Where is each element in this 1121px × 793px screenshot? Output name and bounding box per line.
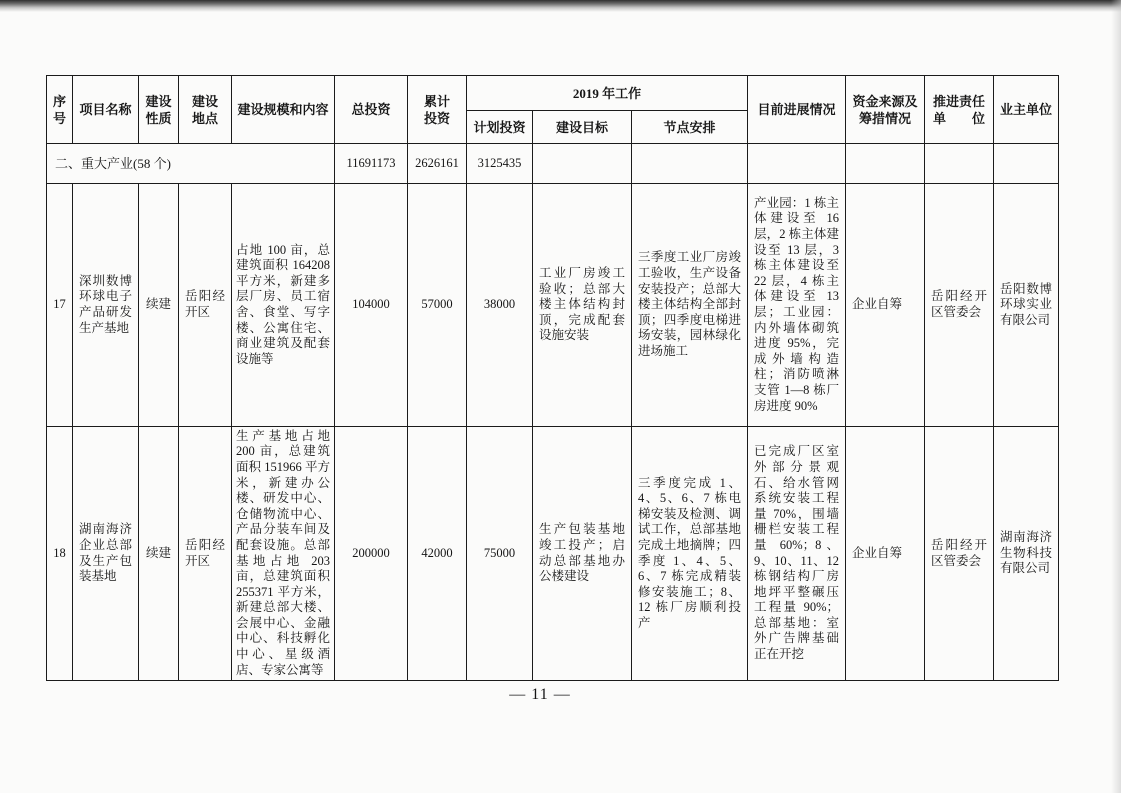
header-nature: 建设 性质 [139, 76, 179, 144]
project-17-owner: 岳阳数博环球实业有限公司 [994, 184, 1059, 427]
project-17-progress: 产业园：1 栋主体建设至 16 层，2 栋主体建设至 13 层，3 栋主体建设至 22 层，4 栋主体建设至 13 层；工业园：内外墙体砌筑进度 95%，完成外墙构造柱；消防喷淋支管 1—8 栋厂房进度 90% [748, 184, 846, 427]
project-table [46, 75, 1059, 681]
project-17-seq: 17 [47, 184, 73, 427]
project-18-schedule: 三季度完成 1、4、5、6、7 栋电梯安装及检测、调试工作，总部基地完成土地摘牌；四季度 1、4、5、6、7 栋完成精装修安装施工；8、12 栋厂房顺利投产 [632, 427, 748, 681]
project-18-owner: 湖南海济生物科技有限公司 [994, 427, 1059, 681]
project-17-total-investment: 104000 [335, 184, 408, 427]
header-scale: 建设规模和内容 [232, 76, 335, 144]
project-17-responsible: 岳阳经开区管委会 [925, 184, 994, 427]
project-17-name: 深圳数博环球电子产品研发生产基地 [73, 184, 139, 427]
project-17-target: 工业厂房竣工验收；总部大楼主体结构封顶，完成配套设施安装 [533, 184, 632, 427]
table-row [47, 427, 1059, 681]
header-target: 建设目标 [533, 111, 632, 144]
section-empty-funding [846, 144, 925, 184]
project-17-planned-investment: 38000 [467, 184, 533, 427]
section-total-investment: 11691173 [335, 144, 408, 184]
page-number: — 11 — [509, 686, 571, 703]
project-17-funding: 企业自筹 [846, 184, 925, 427]
section-empty-progress [748, 144, 846, 184]
header-work-2019: 2019 年工作 [467, 76, 748, 111]
project-18-planned-investment: 75000 [467, 427, 533, 681]
section-planned-investment: 3125435 [467, 144, 533, 184]
project-18-scale: 生产基地占地 200 亩，总建筑面积 151966 平方米，新建办公楼、研发中心、仓储物流中心、产品分装车间及配套设施。总部基地占地 203 亩，总建筑面积 255371 平方米，新建总部大楼、会展中心、金融中心、科技孵化中心、星级酒店、专家公寓等 [232, 427, 335, 681]
header-name: 项目名称 [73, 76, 139, 144]
header-progress: 目前进展情况 [748, 76, 846, 144]
project-17-nature: 续建 [139, 184, 179, 427]
project-17-schedule: 三季度工业厂房竣工验收，生产设备安装投产；总部大楼主体结构全部封顶；四季度电梯进场安装，园林绿化进场施工 [632, 184, 748, 427]
project-18-progress: 已完成厂区室外部分景观石、给水管网系统安装工程量 70%，围墙栅栏安装工程量 60%；8、9、10、11、12 栋钢结构厂房地坪平整碾压工程量 90%；总部基地：室外广告牌基础正在开挖 [748, 427, 846, 681]
project-17-cumulative-investment: 57000 [408, 184, 467, 427]
project-17-scale: 占地 100 亩，总建筑面积 164208 平方米，新建多层厂房、员工宿舍、食堂、写字楼、公寓住宅、商业建筑及配套设施等 [232, 184, 335, 427]
header-total-investment: 总投资 [335, 76, 408, 144]
section-title: 二、重大产业(58 个) [47, 144, 335, 184]
header-row-1 [47, 76, 1059, 111]
project-18-responsible: 岳阳经开区管委会 [925, 427, 994, 681]
section-empty-responsible [925, 144, 994, 184]
section-empty-target [533, 144, 632, 184]
project-18-nature: 续建 [139, 427, 179, 681]
project-18-funding: 企业自筹 [846, 427, 925, 681]
section-empty-schedule [632, 144, 748, 184]
section-empty-owner [994, 144, 1059, 184]
header-seq: 序 号 [47, 76, 73, 144]
header-funding: 资金来源及 筹措情况 [846, 76, 925, 144]
scan-edge-shadow-top [0, 0, 1121, 12]
project-18-target: 生产包装基地竣工投产；启动总部基地办公楼建设 [533, 427, 632, 681]
header-location: 建设 地点 [179, 76, 232, 144]
project-18-seq: 18 [47, 427, 73, 681]
project-18-total-investment: 200000 [335, 427, 408, 681]
header-schedule: 节点安排 [632, 111, 748, 144]
header-responsible: 推进责任 单 位 [925, 76, 994, 144]
header-cumulative-investment: 累计 投资 [408, 76, 467, 144]
table-body [47, 144, 1059, 681]
header-owner: 业主单位 [994, 76, 1059, 144]
section-cumulative-investment: 2626161 [408, 144, 467, 184]
project-18-name: 湖南海济企业总部及生产包装基地 [73, 427, 139, 681]
project-17-location: 岳阳经开区 [179, 184, 232, 427]
section-row [47, 144, 1059, 184]
project-18-cumulative-investment: 42000 [408, 427, 467, 681]
header-planned-investment: 计划投资 [467, 111, 533, 144]
table-header [47, 76, 1059, 144]
scan-edge-shadow-right [1111, 0, 1121, 793]
project-18-location: 岳阳经开区 [179, 427, 232, 681]
table-row [47, 184, 1059, 427]
